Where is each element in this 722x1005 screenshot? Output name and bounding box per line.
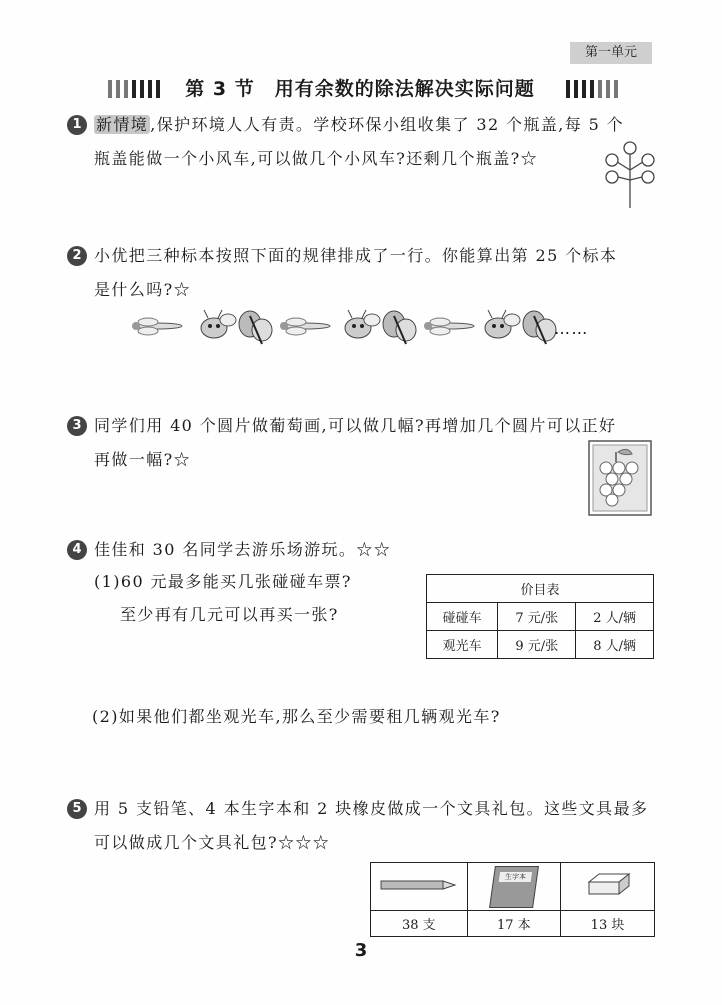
- eraser-quantity: 13 块: [561, 911, 655, 937]
- notebook-icon: [489, 866, 539, 908]
- question-number-3: 3: [67, 416, 87, 436]
- notebook-quantity: 17 本: [467, 911, 560, 937]
- question-number-1: 1: [67, 115, 87, 135]
- question-4-sub1-line-1: (1)60 元最多能买几张碰碰车票?: [94, 572, 352, 591]
- dragonfly-icon: [280, 318, 330, 335]
- question-2-line-1: 小优把三种标本按照下面的规律排成了一行。你能算出第 25 个标本: [94, 246, 618, 265]
- eraser-cell: [561, 863, 655, 911]
- question-2-line-2: 是什么吗?☆: [94, 280, 191, 299]
- notebook-label: 生字本: [499, 872, 532, 882]
- difficulty-stars: ☆: [173, 450, 191, 469]
- dragonfly-icon: [424, 318, 474, 335]
- butterfly-icon: [523, 311, 556, 344]
- specimen-sequence: [128, 306, 568, 348]
- grape-picture-illustration: [588, 440, 652, 516]
- question-4-line-1: 佳佳和 30 名同学去游乐场游玩。☆☆: [94, 540, 392, 559]
- question-4-sub1-line-2: 至少再有几元可以再买一张?: [120, 605, 339, 624]
- section-label: 第 3 节: [185, 78, 255, 100]
- bee-icon: [345, 310, 380, 338]
- pinwheel-bottlecaps-illustration: [604, 140, 656, 210]
- difficulty-stars: ☆☆☆: [277, 833, 331, 852]
- question-5-line-2: 可以做成几个文具礼包?☆☆☆: [94, 833, 331, 852]
- question-1-line-1: 新情境 ,保护环境人人有责。学校环保小组收集了 32 个瓶盖,每 5 个: [96, 115, 625, 134]
- bee-icon: [201, 310, 236, 338]
- section-title: 用有余数的除法解决实际问题: [274, 78, 535, 100]
- page-number: 3: [354, 940, 368, 961]
- table-row: 观光车 9 元/张 8 人/辆: [427, 631, 654, 659]
- title-decoration-left: [108, 80, 160, 98]
- butterfly-icon: [383, 311, 416, 344]
- pencil-icon: [379, 877, 459, 893]
- question-5-line-1: 用 5 支铅笔、4 本生字本和 2 块橡皮做成一个文具礼包。这些文具最多: [94, 799, 649, 818]
- notebook-cell: [467, 863, 560, 911]
- question-number-2: 2: [67, 246, 87, 266]
- question-3-line-1: 同学们用 40 个圆片做葡萄画,可以做几幅?再增加几个圆片可以正好: [94, 416, 617, 435]
- question-number-4: 4: [67, 540, 87, 560]
- price-table: [426, 574, 654, 659]
- eraser-icon: [583, 872, 633, 898]
- page-title: [160, 74, 560, 101]
- butterfly-icon: [239, 311, 272, 344]
- question-4-sub2: (2)如果他们都坐观光车,那么至少需要租几辆观光车?: [92, 707, 501, 726]
- question-number-5: 5: [67, 799, 87, 819]
- supply-table: [370, 862, 655, 937]
- title-decoration-right: [566, 80, 618, 98]
- difficulty-stars: ☆: [520, 149, 539, 168]
- sequence-ellipsis: ……: [554, 319, 589, 338]
- price-table-title: 价目表: [427, 575, 654, 603]
- pencil-quantity: 38 支: [371, 911, 468, 937]
- table-row: 碰碰车 7 元/张 2 人/辆: [427, 603, 654, 631]
- question-1-line-2: 瓶盖能做一个小风车,可以做几个小风车?还剩几个瓶盖?☆: [94, 149, 539, 168]
- difficulty-stars: ☆☆: [356, 540, 392, 559]
- bee-icon: [485, 310, 520, 338]
- unit-label: 第一单元: [570, 42, 652, 64]
- new-context-tag: 新情境: [96, 115, 149, 134]
- difficulty-stars: ☆: [173, 280, 191, 299]
- pencil-cell: [371, 863, 468, 911]
- dragonfly-icon: [132, 318, 182, 335]
- question-3-line-2: 再做一幅?☆: [94, 450, 191, 469]
